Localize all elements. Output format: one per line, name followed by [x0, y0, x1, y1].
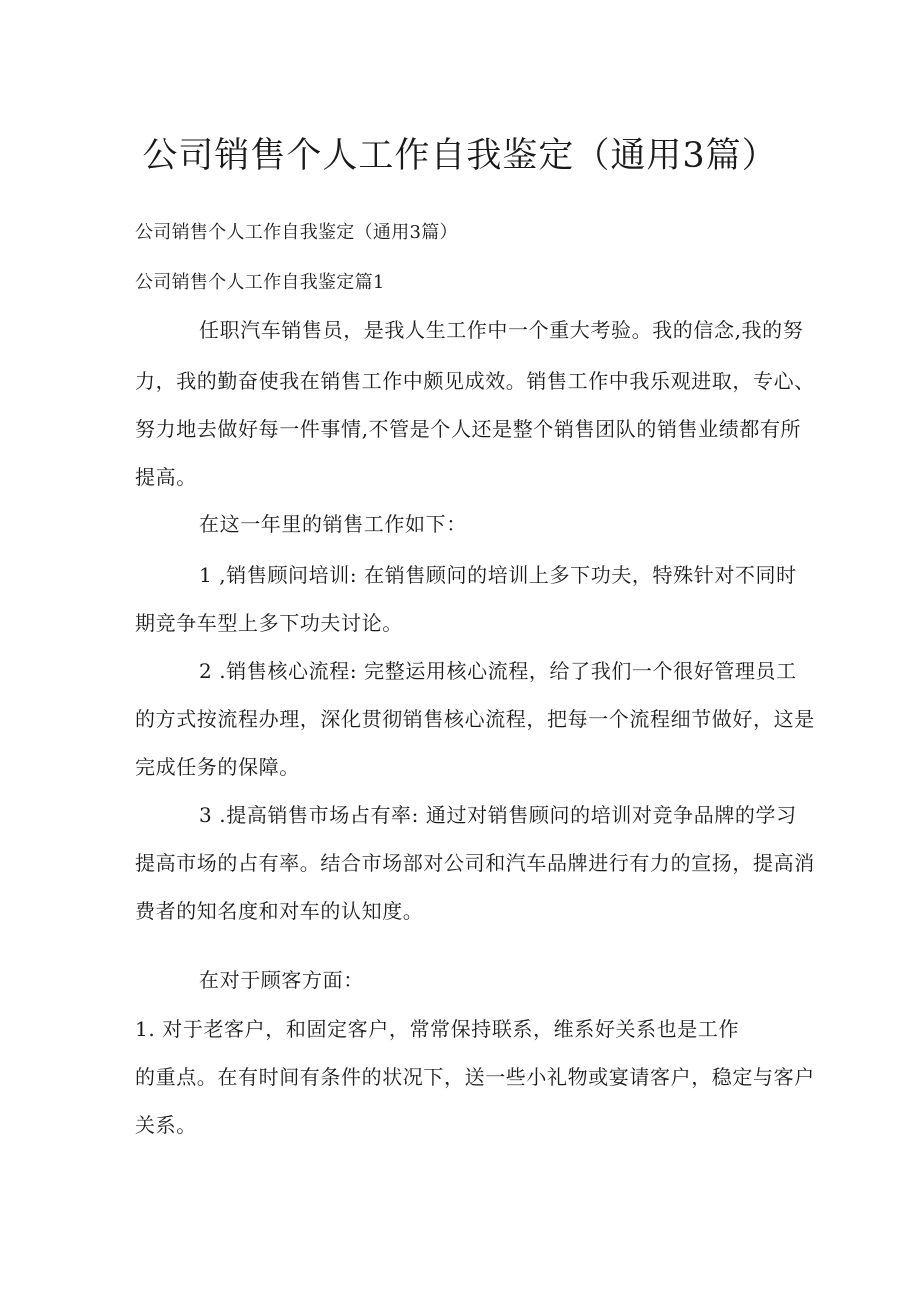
paragraph-line: 提高。	[135, 465, 197, 489]
list-item-line: 费者的知名度和对车的认知度。	[135, 899, 424, 923]
document-title: 公司销售个人工作自我鉴定（通用3篇）	[142, 136, 778, 176]
list-item-line: 提高市场的占有率。结合市场部对公司和汽车品牌进行有力的宣扬，提高消	[135, 851, 815, 875]
list-item-line: 的方式按流程办理，深化贯彻销售核心流程，把每一个流程细节做好，这是	[135, 707, 815, 731]
list-item-line: 期竞争车型上多下功夫讨论。	[135, 611, 403, 635]
paragraph-line: 在这一年里的销售工作如下：	[199, 512, 467, 536]
list-item-line: 1 ,销售顾问培训: 在销售顾问的培训上多下功夫，特殊针对不同时	[199, 563, 797, 587]
paragraph-line: 在对于顾客方面：	[199, 968, 364, 992]
section-heading: 公司销售个人工作自我鉴定篇1	[135, 272, 385, 293]
list-item-line: 的重点。在有时间有条件的状况下，送一些小礼物或宴请客户，稳定与客户	[135, 1065, 815, 1089]
list-item-line: 2 .销售核心流程: 完整运用核心流程，给了我们一个很好管理员工	[199, 659, 797, 683]
list-item-line: 3 .提高销售市场占有率: 通过对销售顾问的培训对竞争品牌的学习	[199, 803, 797, 827]
paragraph-line: 任职汽车销售员，是我人生工作中一个重大考验。我的信念,我的努	[199, 318, 804, 342]
list-item-line: 1. 对于老客户，和固定客户，常常保持联系，维系好关系也是工作	[135, 1017, 740, 1041]
paragraph-line: 努力地去做好每一件事情,不管是个人还是整个销售团队的销售业绩都有所	[135, 417, 802, 441]
paragraph-line: 力，我的勤奋使我在销售工作中颇见成效。销售工作中我乐观进取，专心、	[135, 369, 815, 393]
list-item-line: 关系。	[135, 1113, 197, 1137]
document-subtitle: 公司销售个人工作自我鉴定（通用3篇）	[135, 222, 458, 243]
list-item-line: 完成任务的保障。	[135, 755, 300, 779]
